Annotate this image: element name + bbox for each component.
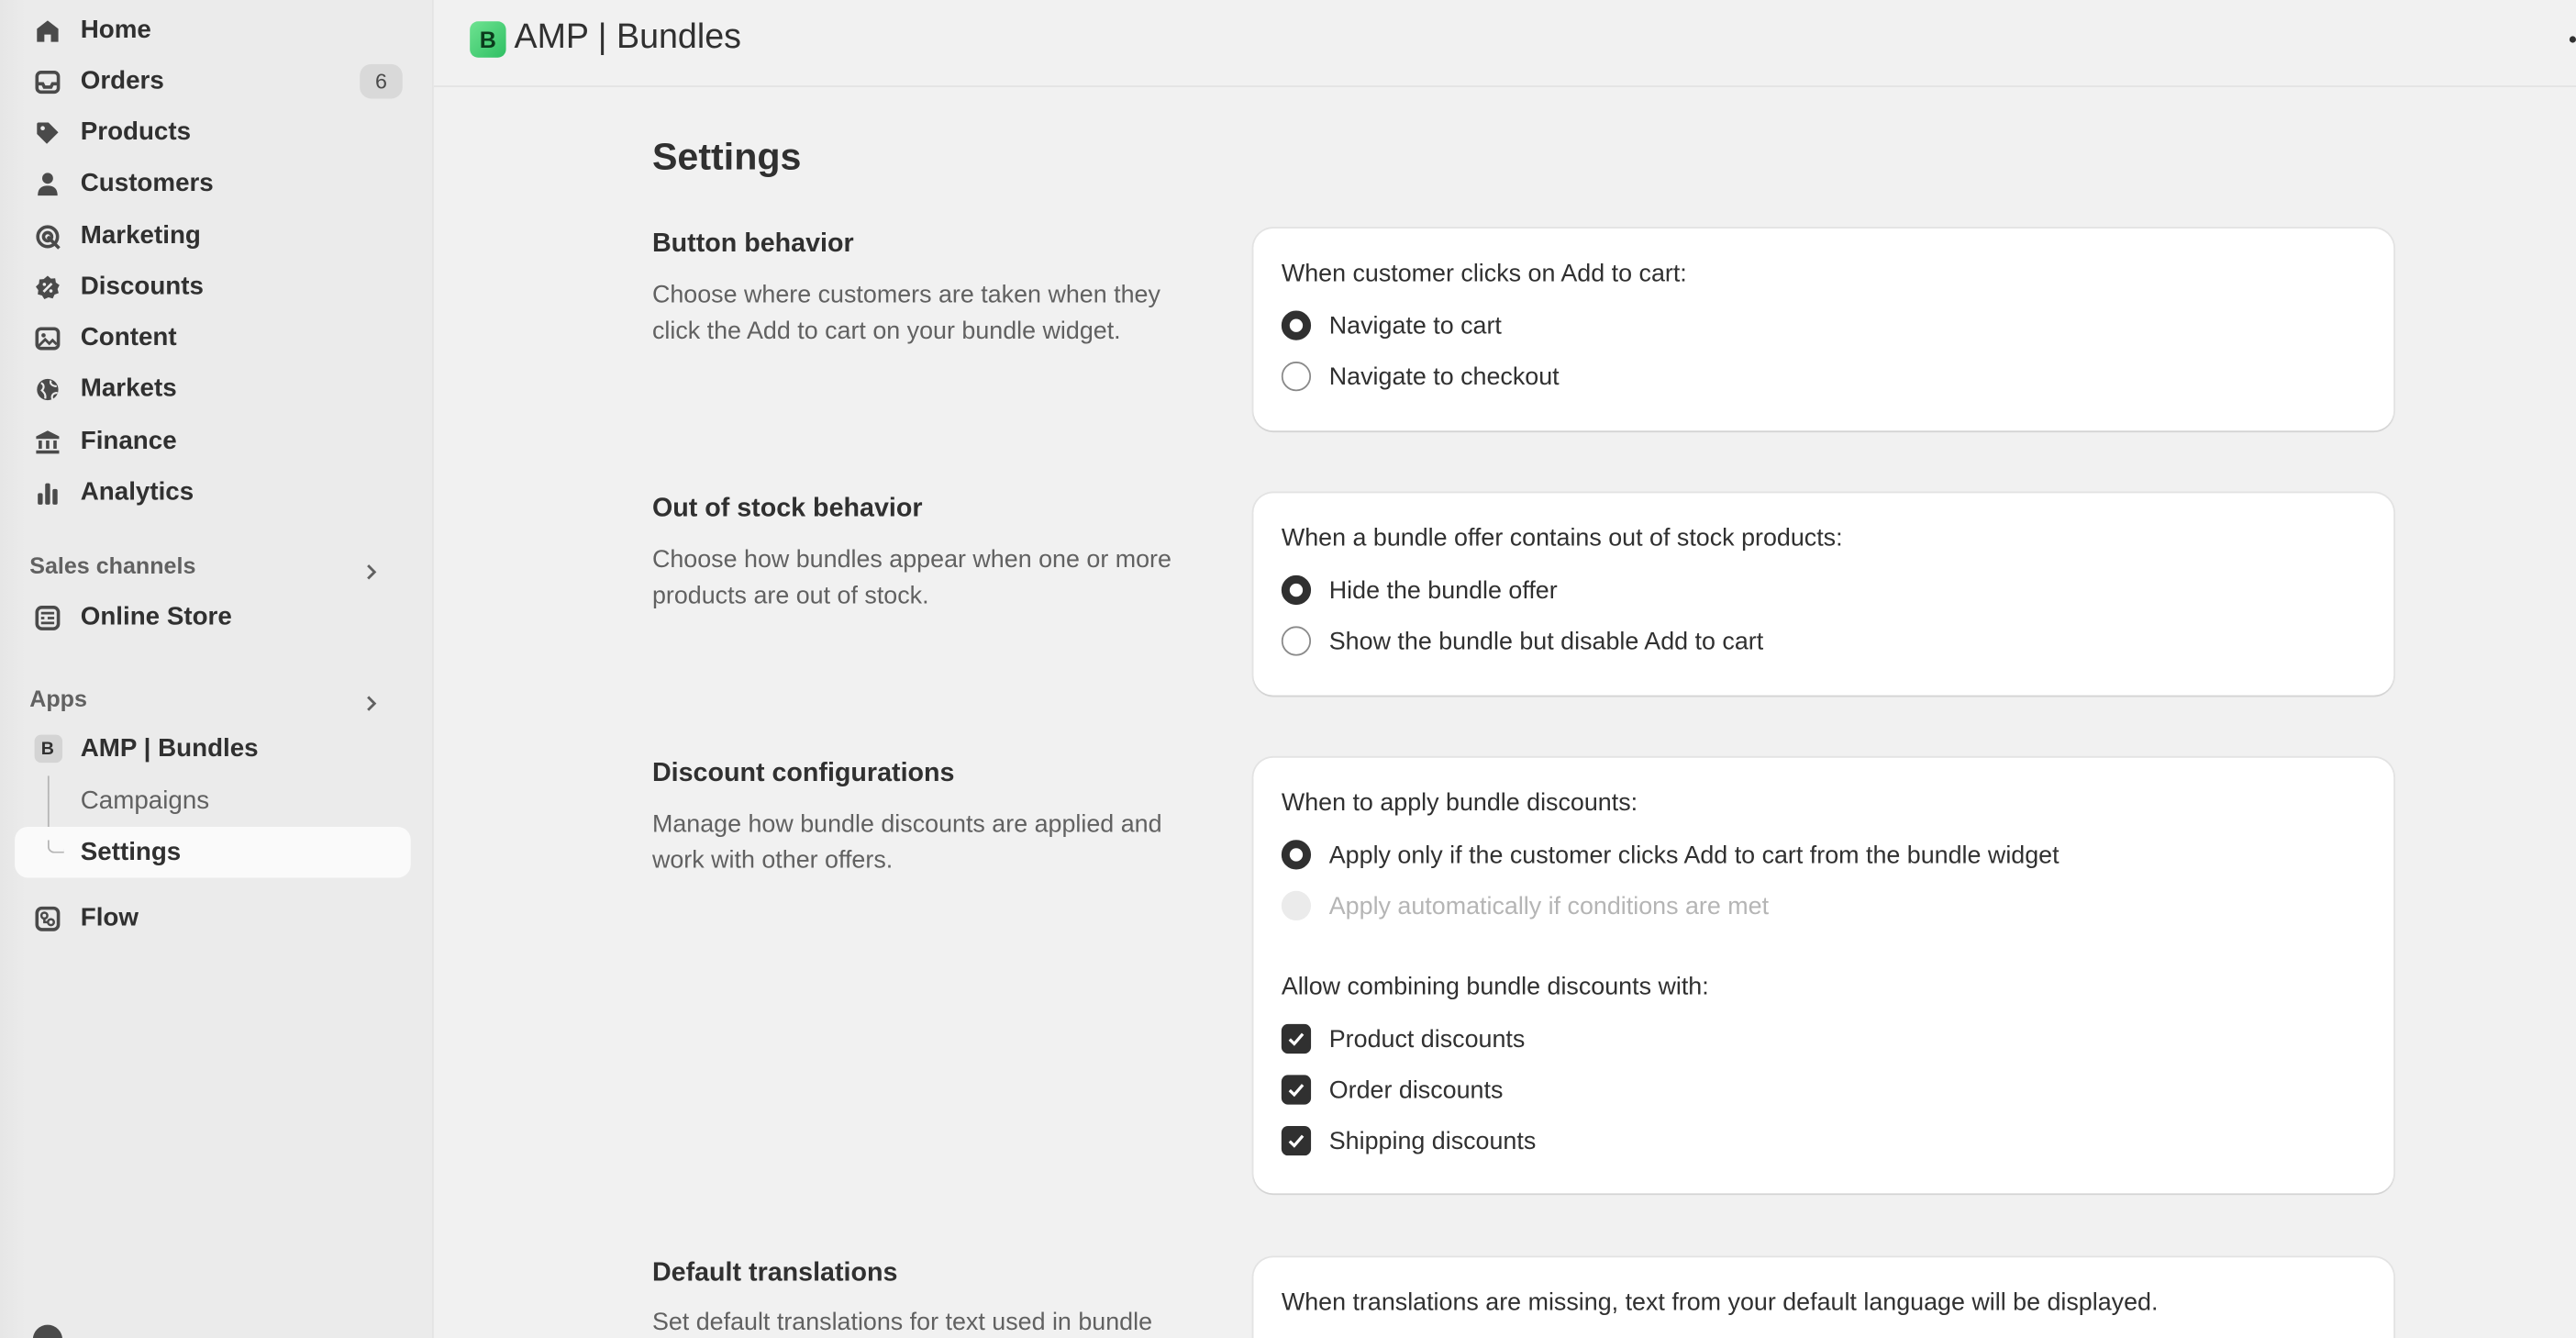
sidebar-item-marketing[interactable] [15,210,411,262]
checkmark-icon [1286,1029,1305,1048]
sidebar-item-label: Content [80,322,177,351]
card-label: When customer clicks on Add to cart: [1281,260,1687,288]
settings-icon[interactable] [33,1325,62,1338]
section-title-discounts: Discount configurations [651,759,955,787]
sidebar-item-finance[interactable] [15,416,411,467]
more-actions-icon[interactable] [2570,36,2576,42]
option-label: Hide the bundle offer [1328,575,1558,605]
sidebar-item-label: Discounts [80,272,204,300]
orders-icon [33,67,62,96]
checkbox-shipping-discounts[interactable] [1282,1122,1536,1158]
checkmark-icon [1286,1080,1305,1099]
store-icon [33,602,62,631]
app-icon [33,734,62,764]
radio-disabled [1282,891,1311,920]
radio-apply-on-widget[interactable] [1282,837,2060,873]
radio-hide-bundle-offer[interactable] [1282,572,1558,608]
apps-heading: Apps [29,685,87,712]
sidebar-item-label: Orders [80,66,164,95]
section-title-out-of-stock: Out of stock behavior [651,495,923,523]
radio-unselected[interactable] [1282,362,1311,391]
app-header [434,0,2576,87]
orders-count-badge: 6 [360,64,403,99]
option-label: Shipping discounts [1328,1126,1537,1155]
marketing-icon [33,221,62,251]
app-logo [470,21,505,57]
option-label: Navigate to cart [1328,311,1502,340]
sidebar-item-online-store[interactable] [15,592,411,643]
section-title-translations: Default translations [651,1259,898,1288]
sales-channels-heading: Sales channels [29,552,196,579]
checkbox-checked[interactable] [1282,1126,1311,1155]
section-description: Choose where customers are taken when they click the Add to cart on your bundle widget. [651,281,1160,346]
sidebar-item-label: Products [80,117,192,146]
section-description: Manage how bundle discounts are applied and work with other offers. [651,810,1162,875]
option-label: Order discounts [1328,1076,1504,1104]
option-label: Product discounts [1328,1024,1526,1054]
bar-chart-icon [33,477,62,507]
radio-selected[interactable] [1282,840,1311,869]
card-label: Allow combining bundle discounts with: [1281,973,1709,1001]
chevron-right-icon[interactable] [361,692,381,711]
sidebar-item-content[interactable] [15,312,411,363]
sidebar-item-analytics[interactable] [15,467,411,518]
sidebar-subitem-label: Settings [80,837,182,866]
section-title-button-behavior: Button behavior [651,229,854,259]
flow-icon [33,903,62,932]
globe-icon [33,374,62,403]
section-description: Set default translations for text used in bundle [651,1308,1153,1337]
checkbox-order-discounts[interactable] [1282,1072,1504,1108]
discounts-card [1253,758,2393,1194]
radio-selected[interactable] [1282,311,1311,340]
card-label: When to apply bundle discounts: [1281,788,1638,818]
sidebar-item-label: Marketing [80,220,201,250]
app-logo-letter: B [479,26,496,53]
tree-elbow [48,840,64,853]
sidebar-item-orders[interactable] [15,56,411,107]
option-label: Navigate to checkout [1328,362,1560,391]
option-label: Apply only if the customer clicks Add to cart from the bundle widget [1328,841,2060,869]
sidebar-item-amp-bundles[interactable] [15,723,411,775]
checkmark-icon [1286,1131,1305,1150]
checkbox-checked[interactable] [1282,1075,1311,1104]
sidebar-item-label: AMP | Bundles [80,733,259,763]
sidebar-item-label: Home [80,16,151,44]
button-behavior-card [1253,229,2393,430]
card-label: When translations are missing, text from your default language will be displayed. [1281,1288,2159,1317]
radio-show-bundle-disable[interactable] [1282,623,1763,659]
home-icon [33,16,62,45]
sidebar-item-label: Flow [80,903,139,931]
chevron-right-icon[interactable] [361,561,381,580]
card-label: When a bundle offer contains out of stock products: [1281,524,1843,552]
sidebar-subitem-campaigns[interactable] [15,775,411,827]
sidebar-item-home[interactable] [15,5,411,56]
option-label: Show the bundle but disable Add to cart [1328,627,1764,655]
sidebar-item-label: Analytics [80,477,194,506]
sidebar-subitem-label: Campaigns [80,786,210,815]
checkbox-checked[interactable] [1282,1024,1311,1054]
radio-selected[interactable] [1282,575,1311,605]
sidebar-item-label: Finance [80,426,177,455]
person-icon [33,169,62,198]
radio-navigate-to-checkout[interactable] [1282,358,1560,394]
option-label: Apply automatically if conditions are met [1328,891,1770,920]
radio-unselected[interactable] [1282,626,1311,655]
sidebar-item-customers[interactable] [15,158,411,209]
sidebar-item-flow[interactable] [15,893,411,944]
radio-navigate-to-cart[interactable] [1282,307,1502,343]
content-icon [33,323,62,352]
sidebar-item-label: Customers [80,168,214,197]
sidebar-item-label: Online Store [80,602,232,630]
sidebar [0,0,434,1338]
section-description: Choose how bundles appear when one or more products are out of stock. [651,545,1171,610]
translations-card [1253,1257,2393,1338]
radio-apply-automatically [1282,887,1769,923]
sidebar-item-markets[interactable] [15,363,411,415]
sidebar-item-products[interactable] [15,106,411,158]
bank-icon [33,427,62,456]
out-of-stock-card [1253,493,2393,695]
sidebar-item-label: Markets [80,374,177,402]
tag-icon [33,117,62,147]
app-icon-letter: B [34,735,61,763]
checkbox-product-discounts[interactable] [1282,1020,1525,1056]
sidebar-subitem-settings[interactable] [15,827,411,878]
app-title: AMP | Bundles [514,17,741,56]
discount-icon [33,272,62,301]
sidebar-item-discounts[interactable] [15,262,411,313]
page-title: Settings [651,134,802,178]
